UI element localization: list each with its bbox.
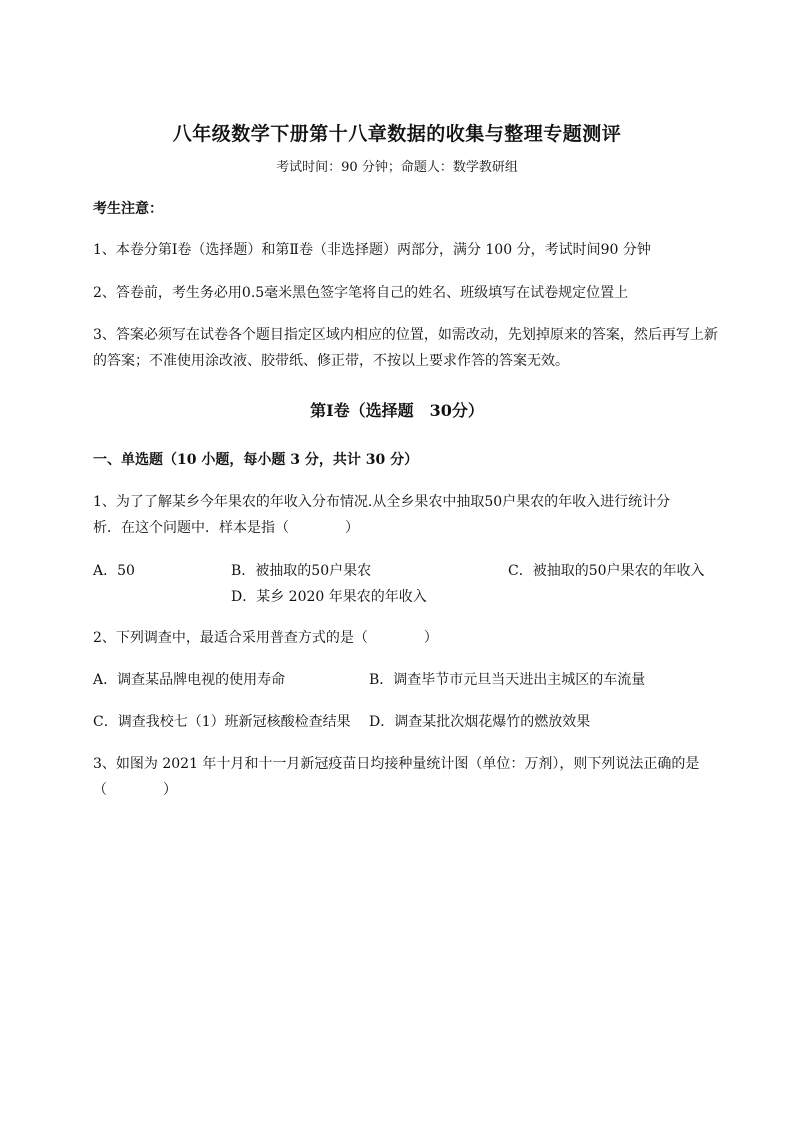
option-c: C．调查我校七（1）班新冠核酸检查结果 [93,714,351,730]
notice-item: 1、本卷分第Ⅰ卷（选择题）和第Ⅱ卷（非选择题）两部分，满分 100 分，考试时间90 分钟 [93,242,651,258]
question-stem: 析．在这个问题中．样本是指（ ） [93,520,359,536]
option-b: B．被抽取的50户果农 [231,563,372,579]
section-title: 第Ⅰ卷（选择题 30分） [310,401,484,420]
exam-info: 考试时间：90 分钟；命题人：数学教研组 [276,160,518,175]
page-title: 八年级数学下册第十八章数据的收集与整理专题测评 [172,123,622,145]
option-a: A．调查某品牌电视的使用寿命 [93,672,286,688]
option-d: D．调查某批次烟花爆竹的燃放效果 [369,714,591,730]
notice-item: 2、答卷前，考生务必用0.5毫米黑色签字笔将自己的姓名、班级填写在试卷规定位置上 [93,285,629,301]
option-a: A．50 [93,563,135,579]
option-d: D．某乡 2020 年果农的年收入 [231,589,427,605]
question-stem: 3、如图为 2021 年十月和十一月新冠疫苗日均接种量统计图（单位：万剂），则下列说法正确的是 [93,756,700,772]
question-stem: 1、为了了解某乡今年果农的年收入分布情况.从全乡果农中抽取50户果农的年收入进行统计分 [93,494,671,510]
option-b: B．调查毕节市元旦当天进出主城区的车流量 [369,672,646,688]
question-stem: （ ） [93,782,177,798]
option-c: C．被抽取的50户果农的年收入 [508,563,705,579]
part-heading: 一、单选题（10 小题，每小题 3 分，共计 30 分） [93,452,419,468]
notice-heading: 考生注意： [93,201,163,217]
notice-item: 的答案；不准使用涂改液、胶带纸、修正带，不按以上要求作答的答案无效。 [93,353,569,369]
notice-item: 3、答案必须写在试卷各个题目指定区域内相应的位置，如需改动，先划掉原来的答案，然后再写上新 [93,327,718,343]
question-stem: 2、下列调查中，最适合采用普查方式的是（ ） [93,630,438,646]
